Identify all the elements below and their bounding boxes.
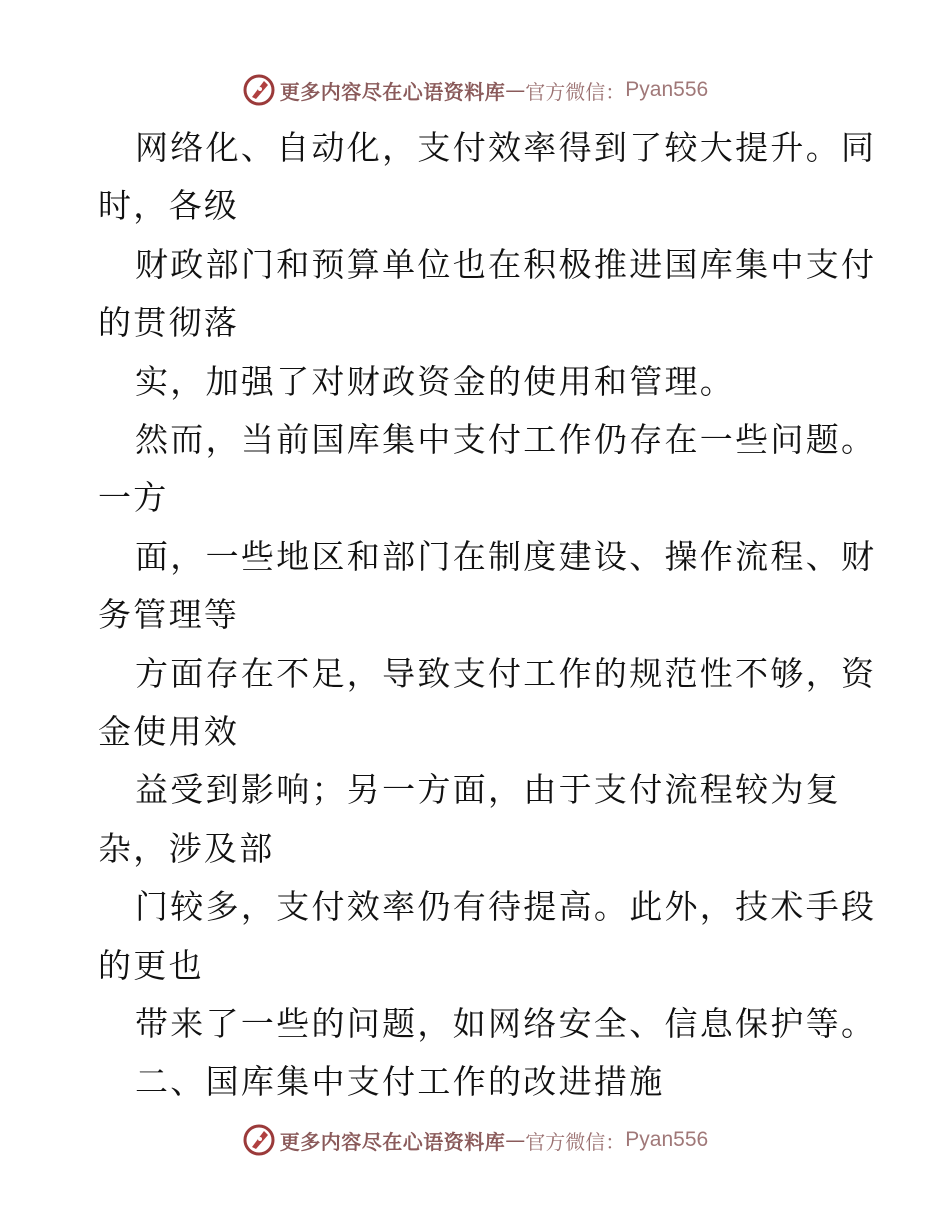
footer-banner	[0, 1120, 950, 1160]
wechat-label: 官方微信：	[525, 79, 626, 104]
text-line: 杂，涉及部	[98, 829, 275, 868]
text-line: 方面存在不足，导致支付工作的规范性不够，资	[135, 654, 877, 693]
banner-text: 更多内容尽在心语资料库	[279, 79, 506, 104]
text-line: 时，各级	[98, 186, 240, 225]
text-line: 财政部门和预算单位也在积极推进国库集中支付	[135, 245, 877, 284]
text-line: 然而，当前国库集中支付工作仍存在一些问题。	[135, 420, 877, 459]
text-line: 的更也	[98, 946, 204, 985]
text-line: 金使用效	[98, 712, 240, 751]
banner-separator: —	[505, 78, 526, 102]
pen-nib-logo-icon	[242, 1123, 276, 1157]
text-line: 带来了一些的问题，如网络安全、信息保护等。	[135, 1004, 877, 1043]
text-line: 一方	[98, 478, 169, 517]
text-line: 面，一些地区和部门在制度建设、操作流程、财	[135, 537, 877, 576]
text-line: 的贯彻落	[98, 303, 240, 342]
pen-nib-logo-icon	[242, 73, 276, 107]
text-line: 实，加强了对财政资金的使用和管理。	[135, 362, 736, 401]
wechat-id: Pyan556	[625, 78, 709, 101]
wechat-label: 官方微信：	[525, 1129, 626, 1154]
text-line: 务管理等	[98, 595, 240, 634]
banner-text: 更多内容尽在心语资料库	[279, 1129, 506, 1154]
section-heading: 二、国库集中支付工作的改进措施	[135, 1062, 665, 1101]
text-line: 网络化、自动化，支付效率得到了较大提升。同	[135, 128, 877, 167]
banner-separator: —	[505, 1128, 526, 1152]
text-line: 门较多，支付效率仍有待提高。此外，技术手段	[135, 887, 877, 926]
header-banner	[0, 70, 950, 110]
text-line: 益受到影响；另一方面，由于支付流程较为复	[135, 770, 841, 809]
wechat-id: Pyan556	[625, 1128, 709, 1151]
